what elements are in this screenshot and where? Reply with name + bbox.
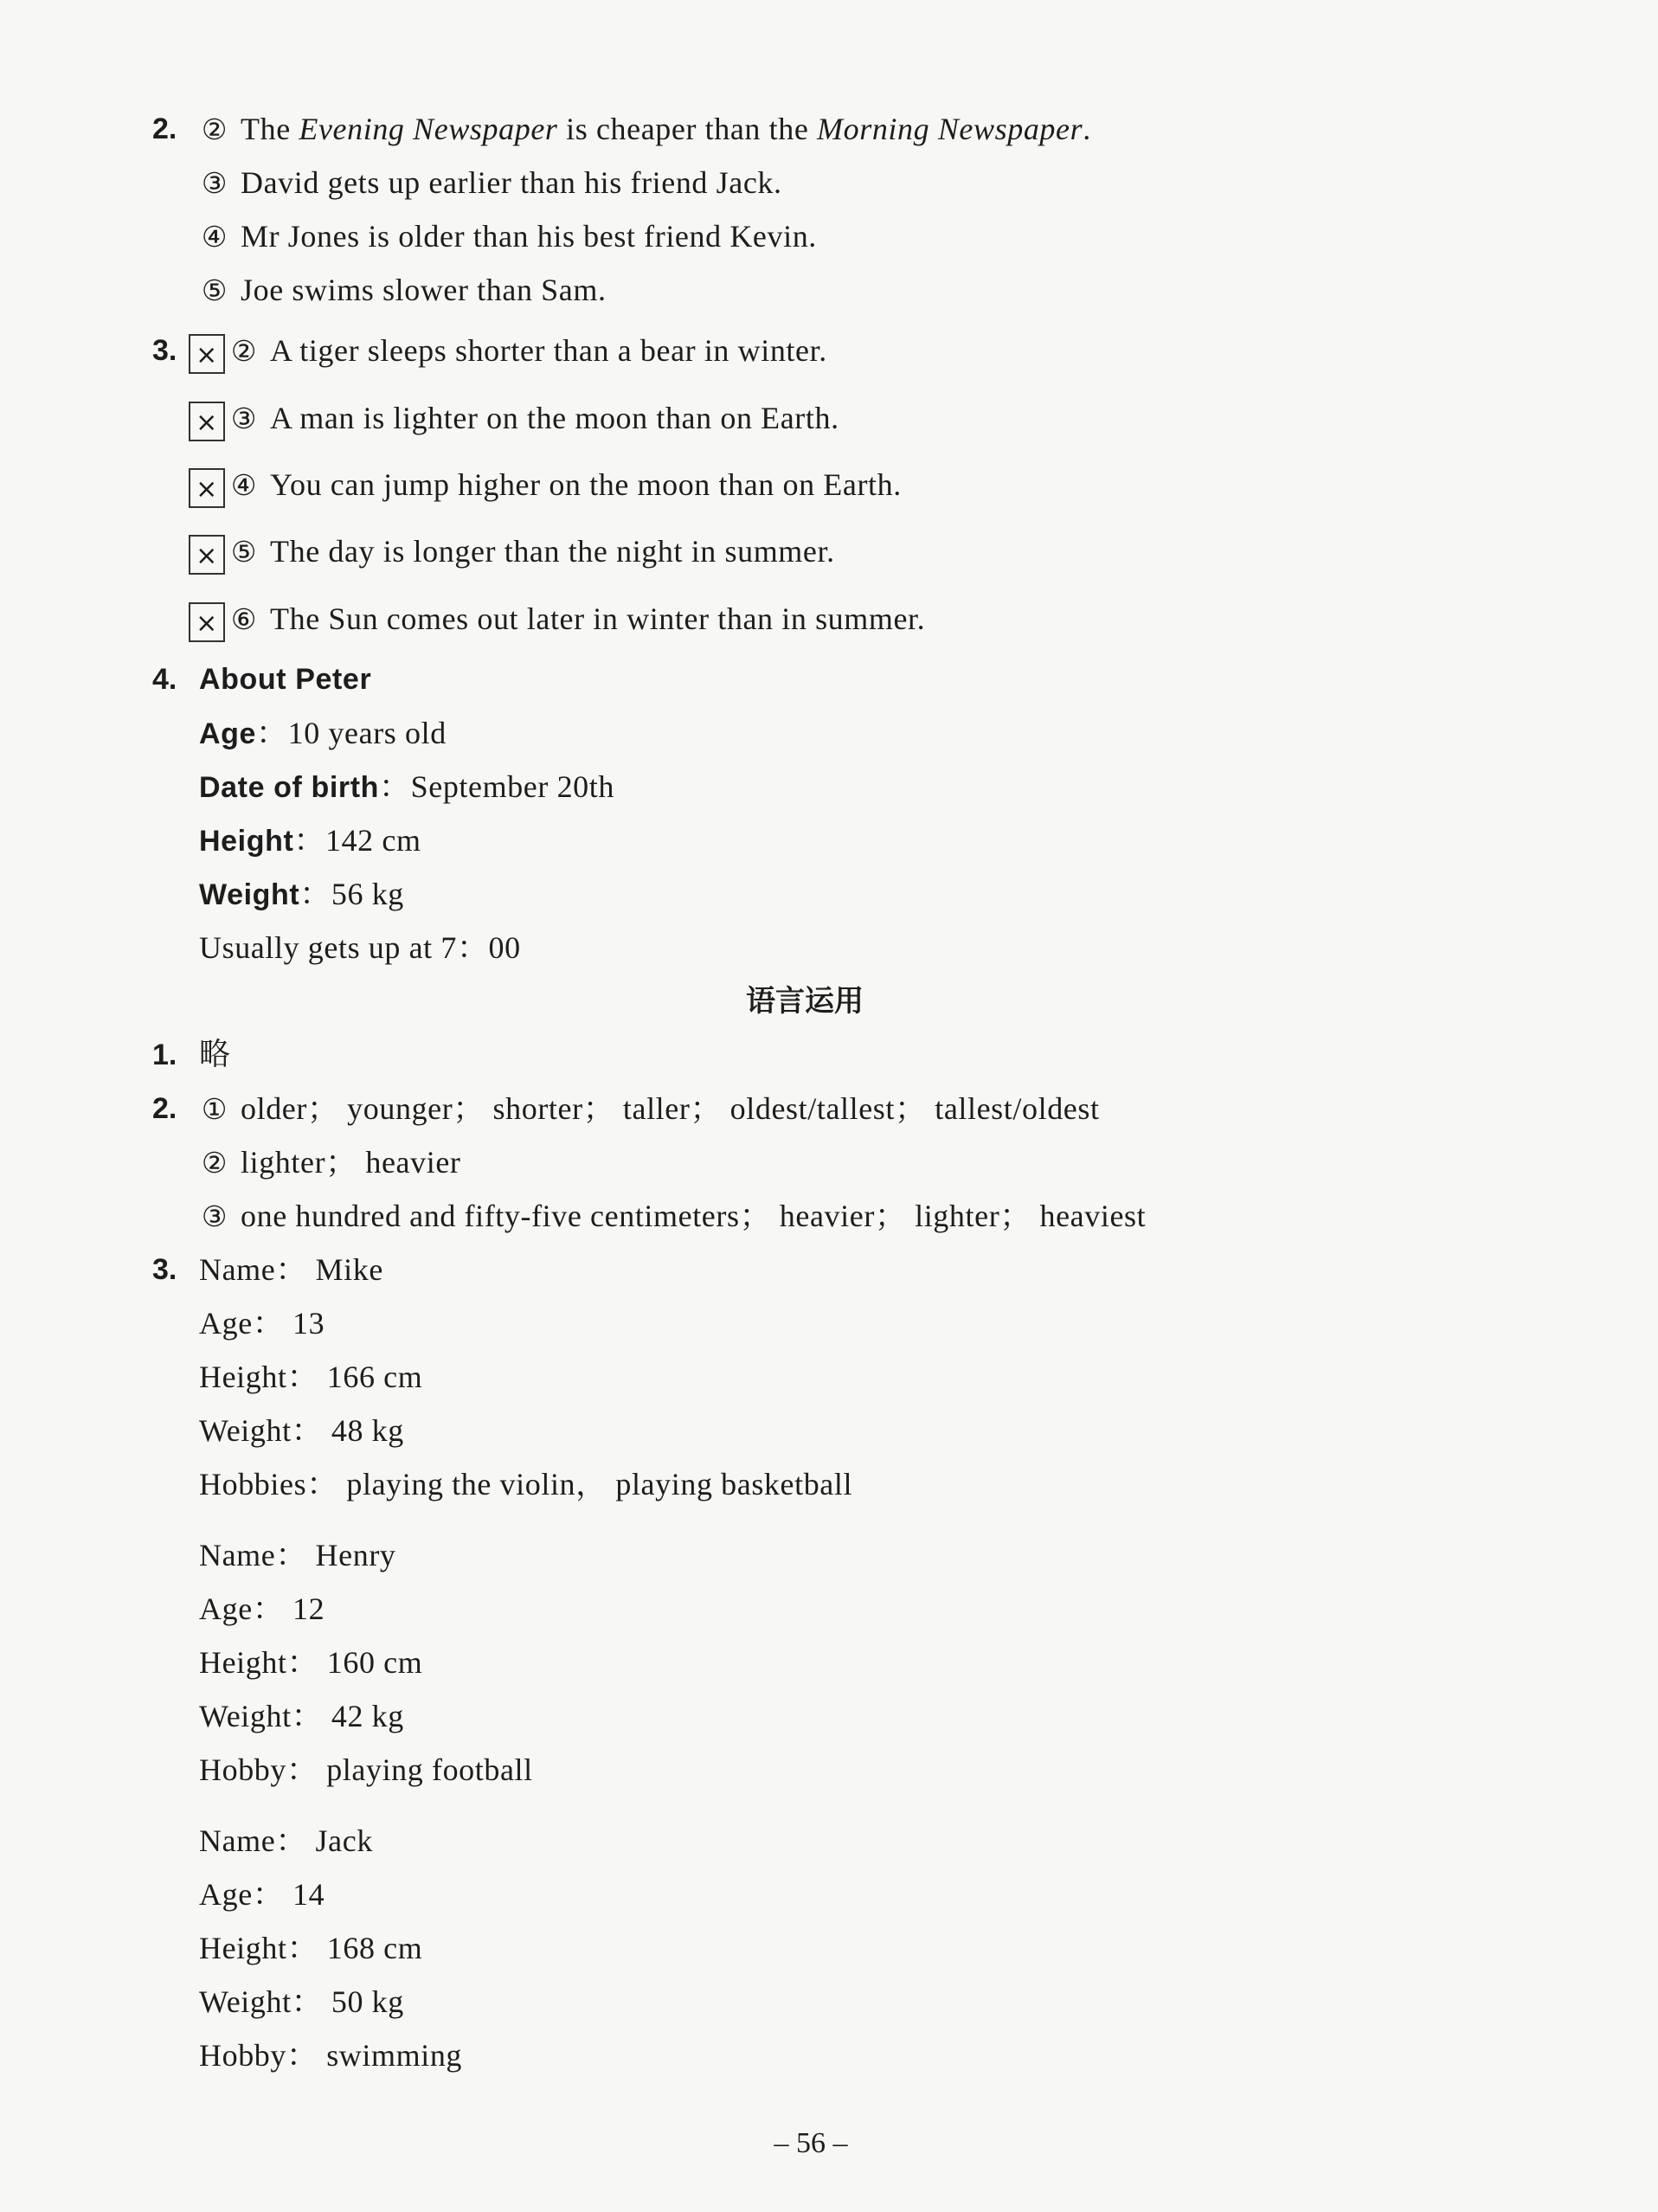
item-marker: ③ — [201, 166, 228, 200]
item-marker: ① — [201, 1092, 228, 1126]
cross-box: × — [189, 468, 225, 508]
answer-line: × ② A tiger sleeps shorter than a bear in winter. — [189, 329, 827, 374]
profile-field: Weight：56 kg — [199, 877, 404, 911]
person-line: Age： 12 — [199, 1591, 325, 1626]
answer-line: × ④ You can jump higher on the moon than on Earth. — [189, 463, 902, 508]
item-marker: ④ — [230, 468, 258, 502]
item-marker: ④ — [201, 220, 228, 254]
cross-box: × — [189, 402, 225, 441]
person-line: Height： 168 cm — [199, 1931, 423, 1965]
question-number: 3. — [152, 334, 177, 367]
answer-line: ② lighter； heavier — [199, 1141, 461, 1185]
profile-note: Usually gets up at 7：00 — [199, 930, 521, 965]
person-line: Name： Mike — [199, 1252, 383, 1287]
answer-line: 略 — [199, 1037, 231, 1072]
answer-line: ⑤ Joe swims slower than Sam. — [199, 268, 607, 312]
person-line: Hobbies： playing the violin， playing basketball — [199, 1467, 853, 1501]
newspaper-title: Evening Newspaper — [299, 112, 558, 146]
answer-line: ③ David gets up earlier than his friend Jack. — [199, 161, 782, 205]
item-marker: ② — [201, 113, 228, 146]
person-line: Hobby： playing football — [199, 1752, 533, 1787]
profile-field: Date of birth：September 20th — [199, 769, 614, 804]
answer-line: × ⑤ The day is longer than the night in summer. — [189, 530, 835, 575]
person-line: Height： 160 cm — [199, 1645, 423, 1680]
question-number: 1. — [152, 1038, 177, 1071]
question-number: 2. — [152, 1092, 177, 1125]
page-number: – 56 – — [774, 2127, 848, 2159]
person-line: Hobby： swimming — [199, 2038, 463, 2073]
answer-line: ① older； younger； shorter； taller； oldest/tallest； tallest/oldest — [199, 1087, 1100, 1131]
answer-line: ③ one hundred and fifty-five centimeters； heavier； lighter； heaviest — [199, 1194, 1146, 1238]
newspaper-title: Morning Newspaper — [817, 112, 1083, 146]
person-line: Name： Jack — [199, 1823, 373, 1858]
item-marker: ⑤ — [201, 273, 228, 307]
item-marker: ⑥ — [230, 602, 258, 636]
person-line: Weight： 50 kg — [199, 1984, 404, 2019]
section-heading: 语言运用 — [746, 984, 864, 1019]
answer-line: × ⑥ The Sun comes out later in winter than in summer. — [189, 597, 925, 642]
cross-box: × — [189, 535, 225, 575]
cross-box: × — [189, 602, 225, 642]
item-marker: ② — [230, 334, 258, 368]
question-number: 4. — [152, 663, 177, 696]
answer-line: × ③ A man is lighter on the moon than on Earth. — [189, 396, 839, 441]
answer-line: ② The Evening Newspaper is cheaper than the Morning Newspaper. — [199, 107, 1091, 151]
person-line: Age： 13 — [199, 1306, 325, 1341]
item-marker: ⑤ — [230, 535, 258, 569]
item-marker: ③ — [230, 402, 258, 435]
cross-box: × — [189, 334, 225, 374]
item-marker: ③ — [201, 1199, 228, 1233]
person-line: Height： 166 cm — [199, 1360, 423, 1394]
question-number: 2. — [152, 113, 177, 145]
question-number: 3. — [152, 1253, 177, 1286]
person-line: Age： 14 — [199, 1877, 325, 1912]
person-line: Weight： 48 kg — [199, 1413, 404, 1448]
profile-field: Age：10 years old — [199, 716, 447, 750]
person-line: Name： Henry — [199, 1538, 396, 1572]
item-marker: ② — [201, 1146, 228, 1180]
profile-field: Height：142 cm — [199, 823, 421, 858]
answer-line: ④ Mr Jones is older than his best friend Kevin. — [199, 215, 817, 259]
profile-title: About Peter — [199, 663, 372, 696]
person-line: Weight： 42 kg — [199, 1699, 404, 1733]
